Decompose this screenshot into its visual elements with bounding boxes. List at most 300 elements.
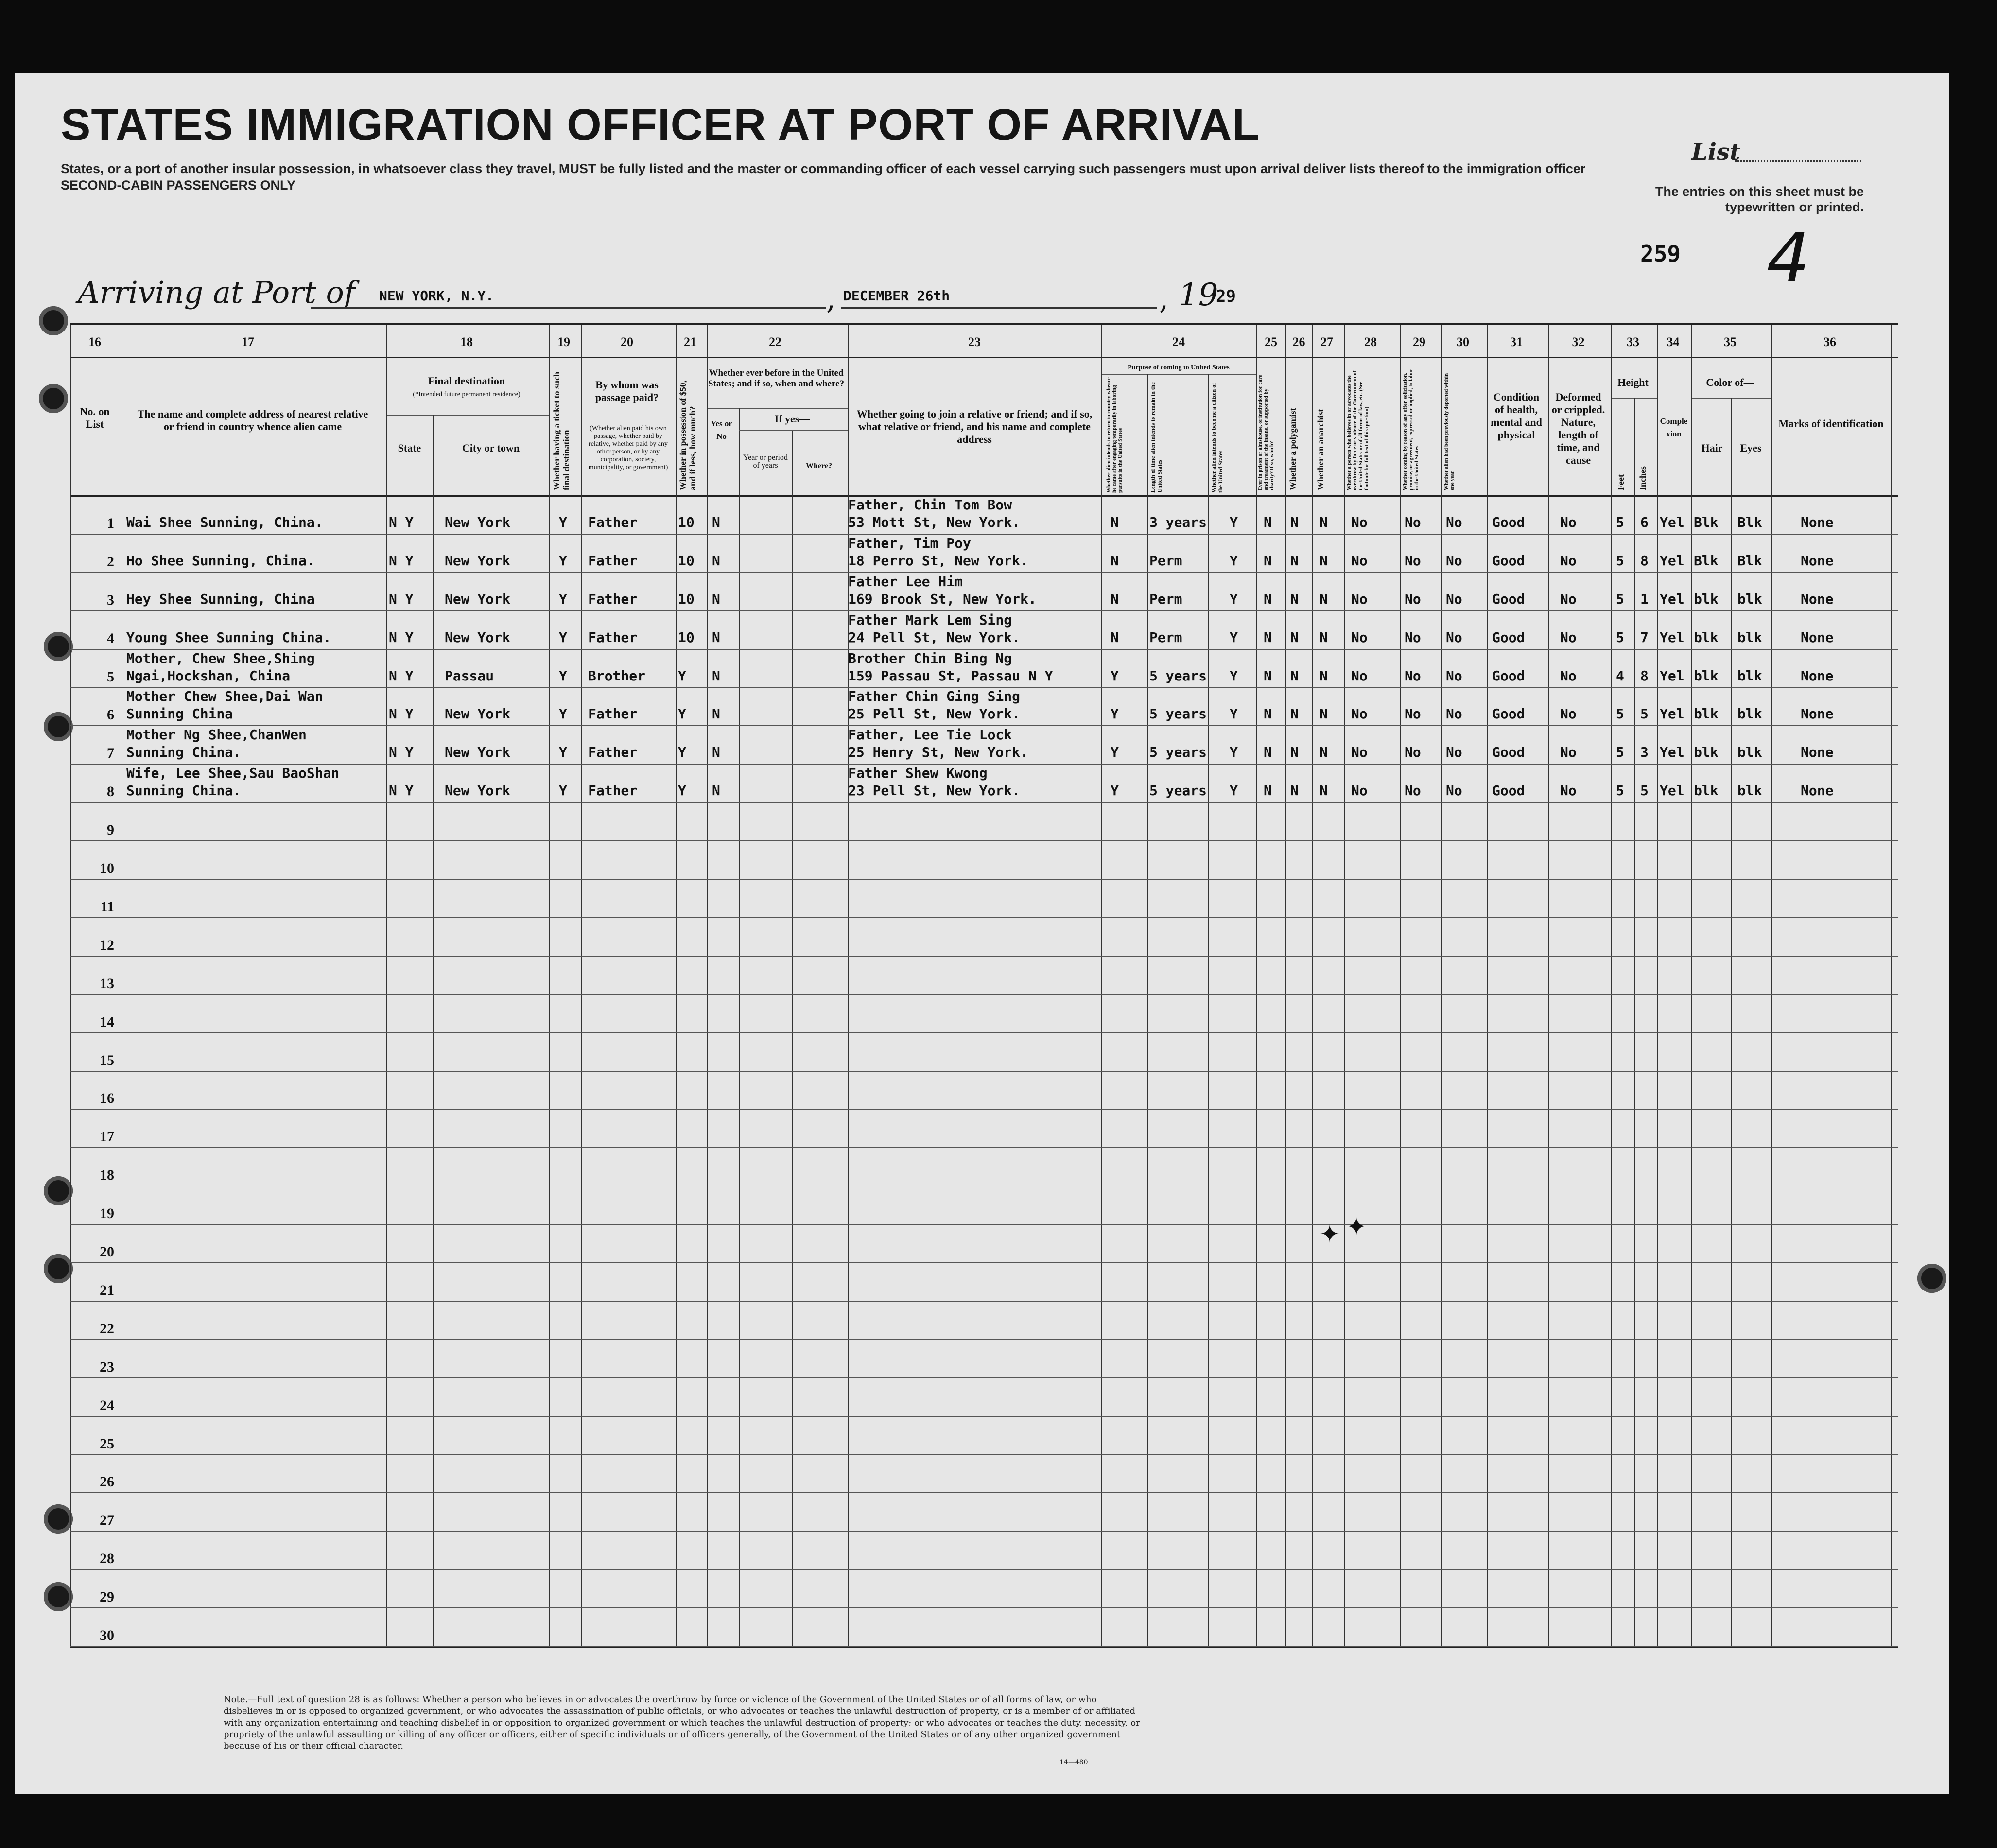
height-inches: 3 [1640,744,1649,761]
column-rule [1691,325,1692,1646]
row-number: 13 [100,975,114,992]
q30-value: No [1446,629,1462,645]
hair-color: blk [1694,783,1719,799]
row-rule [70,802,1898,803]
year-prefix: 19 [1179,277,1218,313]
nearest-relative: Ho Shee Sunning, China. [126,552,315,569]
ticket-value: Y [559,514,567,530]
eye-color: blk [1737,629,1762,645]
before-in-us: N [712,552,720,569]
header-deformed: Deformed or crippled. Nature, length of time, and cause [1551,391,1605,466]
colnum-29: 29 [1413,335,1425,349]
row-number: 4 [107,630,114,646]
purpose-citizen: Y [1230,629,1238,645]
column-rule [1771,325,1772,1646]
destination-state: N Y [389,514,414,530]
binder-hole [39,384,68,413]
ink-blot: ✦ [1346,1213,1367,1241]
money-value: 10 [678,591,695,607]
row-number: 9 [107,822,114,838]
passage-paid-by: Father [588,706,638,722]
page-number: 259 [1640,241,1681,267]
colnum-27: 27 [1320,335,1333,349]
row-number: 3 [107,592,114,608]
subtitle-instructions: States, or a port of another insular possession, in whatsoever class they travel, MUST be fully listed and the master or commanding officer of each vessel carrying such passengers must upon arrival deliver lists thereof to the immigration officer [61,161,1586,176]
q30-value: No [1446,667,1462,684]
date-underline [841,307,1157,309]
colnum-17: 17 [242,335,254,349]
colnum-32: 32 [1572,335,1585,349]
money-value: Y [678,667,686,684]
sub-rule [1147,374,1148,1646]
passage-paid-by: Father [588,514,638,530]
before-in-us: N [712,591,720,607]
handwritten-sheet-number: 4 [1767,219,1810,298]
header-complexion: Complexion [1660,417,1688,438]
header-color-of: Color of— [1706,376,1754,388]
complexion-value: Yel [1660,514,1684,530]
joining-relative: 53 Mott St, New York. [848,514,1021,530]
ticket-value: Y [559,706,567,722]
purpose-return: N [1111,552,1119,569]
nearest-relative: Mother Chew Shee,Dai Wan [126,688,323,705]
money-value: 10 [678,552,695,569]
row-rule [70,1377,1898,1378]
row-number: 12 [100,937,114,953]
q29-value: No [1405,552,1421,569]
row-number: 15 [100,1052,114,1068]
header-q29: Whether coming by reason of any offer, solicitation, promise, or agreement, expressed or implied, to labor in the United States [1402,369,1420,490]
before-in-us: N [712,667,720,684]
height-feet: 5 [1616,514,1624,530]
colnum-23: 23 [968,335,981,349]
passage-paid-by: Father [588,629,638,645]
column-rule [386,325,387,1646]
purpose-citizen: Y [1230,591,1238,607]
row-number: 22 [100,1320,114,1337]
colnum-18: 18 [460,335,473,349]
anarchist-value: N [1320,667,1328,684]
page-title: STATES IMMIGRATION OFFICER AT PORT OF ARRIVAL [61,100,1260,150]
colnum-21: 21 [684,335,696,349]
if-yes-rule [739,430,848,431]
purpose-citizen: Y [1230,514,1238,530]
q29-value: No [1405,629,1421,645]
anarchist-value: N [1320,629,1328,645]
joining-relative: 169 Brook St, New York. [848,591,1037,607]
polygamist-value: N [1290,552,1299,569]
column-rule [1657,325,1658,1646]
row-rule [70,572,1898,573]
binder-hole [39,306,68,335]
q29-value: No [1405,591,1421,607]
health-value: Good [1492,706,1525,722]
purpose-citizen: Y [1230,744,1238,761]
purpose-return: Y [1111,706,1119,722]
prison-value: N [1264,552,1272,569]
header-final-destination: Final destination [428,375,505,387]
passage-paid-by: Father [588,783,638,799]
row-number: 26 [100,1474,114,1490]
row-rule [70,1032,1898,1033]
row-rule [70,1301,1898,1302]
sub-rule [433,415,434,1646]
comma: , [826,282,836,316]
deformed-value: No [1560,591,1577,607]
before-in-us: N [712,706,720,722]
row-number: 19 [100,1205,114,1222]
nearest-relative: Mother, Chew Shee,Shing [126,650,315,666]
column-rule [1400,325,1401,1646]
q28-value: No [1351,552,1368,569]
colnum-19: 19 [557,335,570,349]
row-number: 2 [107,553,114,570]
identification-marks: None [1801,629,1834,645]
header-marks: Marks of identification [1778,418,1884,430]
deformed-value: No [1560,514,1577,530]
column-rule [1548,325,1549,1646]
header-if-yes: If yes— [774,413,810,425]
ticket-value: Y [559,667,567,684]
hair-color: Blk [1694,514,1719,530]
typewritten-note: The entries on this sheet must be typewritten or printed. [1655,184,1864,214]
polygamist-value: N [1290,783,1299,799]
anarchist-value: N [1320,744,1328,761]
ticket-value: Y [559,783,567,799]
joining-relative: Father, Lee Tie Lock [848,727,1012,743]
header-before-in-us: Whether ever before in the United States; and if so, when and where? [708,368,844,389]
purpose-citizen: Y [1230,552,1238,569]
column-rule [1285,325,1286,1646]
hair-color: Blk [1694,552,1719,569]
nearest-relative: Mother Ng Shee,ChanWen [126,727,307,743]
sub-rule [1634,398,1635,1646]
header-final-destination-note: (*Intended future permanent residence) [413,391,521,398]
destination-state: N Y [389,667,414,684]
column-rule [1312,325,1313,1646]
anarchist-value: N [1320,514,1328,530]
money-value: 10 [678,514,695,530]
column-rule [1256,325,1257,1646]
purpose-citizen: Y [1230,706,1238,722]
q29-value: No [1405,706,1421,722]
q29-value: No [1405,514,1421,530]
footnote: Note.—Full text of question 28 is as follows: Whether a person who believes in or advocates the overthrow by force or violence of the Government of the United States or of all forms of law, or who disbelieves in or is opposed to organized government, or who advocates the assassination of public officials, or who advocates or teaches the unlawful destruction of property, or is a member of or affiliated with any organization entertaining and teaching disbelief in or opposition to organized government or which teaches the unlawful destruction of property; or who advocates or teaches the duty, necessity, or propriety of the unlawful assaulting or killing of any officer or officers, either of specific individuals or of officers generally, of the Government of the United States or of any other organized government because of his or their official character. [224,1694,1140,1751]
hair-color: blk [1694,744,1719,761]
colnum-20: 20 [621,335,633,349]
nearest-relative: Sunning China. [126,783,242,799]
health-value: Good [1492,552,1525,569]
column-rule [707,325,708,1646]
polygamist-value: N [1290,514,1299,530]
ticket-value: Y [559,591,567,607]
destination-state: N Y [389,552,414,569]
header-purpose: Purpose of coming to United States [1128,364,1230,371]
row-rule [70,994,1898,995]
colnum-35: 35 [1724,335,1737,349]
colnum-26: 26 [1292,335,1305,349]
q28-value: No [1351,783,1368,799]
joining-relative: Father, Chin Tom Bow [848,496,1012,513]
sub-rule [1731,398,1732,1646]
row-rule [70,1147,1898,1148]
row-number: 27 [100,1512,114,1529]
row-rule [70,725,1898,726]
prison-value: N [1264,783,1272,799]
joining-relative: Father Chin Ging Sing [848,688,1021,705]
identification-marks: None [1801,667,1834,684]
eye-color: Blk [1737,514,1762,530]
header-purpose-return: Whether alien intends to return to country whence he came after engaging temporarily in laboring pursuits in the United States [1106,377,1123,493]
prison-value: N [1264,591,1272,607]
binder-hole [44,1582,73,1611]
prison-value: N [1264,706,1272,722]
list-label: List [1691,139,1741,166]
destination-state: N Y [389,591,414,607]
destination-state: N Y [389,706,414,722]
before-in-us: N [712,514,720,530]
column-rule [549,325,550,1646]
complexion-value: Yel [1660,706,1684,722]
destination-state: N Y [389,783,414,799]
ink-blot: ✦ [1320,1220,1340,1248]
health-value: Good [1492,667,1525,684]
height-inches: 5 [1640,706,1649,722]
column-rule [1101,325,1102,1646]
sub-rule [739,408,740,1646]
identification-marks: None [1801,552,1834,569]
before-in-us: N [712,783,720,799]
joining-relative: 25 Henry St, New York. [848,744,1028,761]
column-rule [1891,325,1892,1646]
nearest-relative: Sunning China. [126,744,242,761]
q30-value: No [1446,706,1462,722]
row-rule [70,1454,1898,1455]
subtitle-class: SECOND-CABIN PASSENGERS ONLY [61,178,296,192]
port-of-arrival: NEW YORK, N.Y. [379,288,494,304]
binder-hole [44,632,73,661]
binder-hole [44,1504,73,1534]
row-rule [70,534,1898,535]
hair-color: blk [1694,591,1719,607]
identification-marks: None [1801,744,1834,761]
row-number: 1 [107,515,114,531]
header-passage-paid-note: (Whether alien paid his own passage, whether paid by relative, whether paid by any other person, or by any corporation, society, municipality, or government) [588,425,668,471]
header-passage-paid: By whom was passage paid? [595,379,659,403]
health-value: Good [1492,629,1525,645]
nearest-relative: Hey Shee Sunning, China [126,591,315,607]
colnum-36: 36 [1823,335,1836,349]
column-rule [1611,325,1612,1646]
eye-color: blk [1737,783,1762,799]
money-value: Y [678,744,686,761]
ticket-value: Y [559,744,567,761]
column-rule [676,325,677,1646]
sub-rule [792,430,793,1646]
row-rule [70,1339,1898,1340]
row-number: 8 [107,784,114,800]
row-rule [70,1109,1898,1110]
colnum-22: 22 [769,335,781,349]
header-inches: Inches [1638,466,1648,490]
colnum-24: 24 [1172,335,1185,349]
colnum-28: 28 [1364,335,1377,349]
deformed-value: No [1560,706,1577,722]
eye-color: blk [1737,744,1762,761]
purpose-length: Perm [1149,629,1182,645]
row-rule [70,1262,1898,1263]
column-rule [1441,325,1442,1646]
q28-value: No [1351,591,1368,607]
health-value: Good [1492,783,1525,799]
purpose-return: N [1111,629,1119,645]
destination-city: New York [445,783,510,799]
deformed-value: No [1560,667,1577,684]
row-rule [70,1607,1898,1608]
row-number: 29 [100,1589,114,1605]
anarchist-value: N [1320,783,1328,799]
q30-value: No [1446,514,1462,530]
deformed-value: No [1560,783,1577,799]
column-number-rule [70,357,1898,358]
header-no-on-list: No. on List [80,405,110,430]
eye-color: blk [1737,667,1762,684]
row-number: 24 [100,1397,114,1413]
colnum-25: 25 [1265,335,1277,349]
header-where: Where? [806,462,832,470]
destination-state: N Y [389,744,414,761]
header-prison: Ever in prison or almshouse, or institution for care and treatment of the insane, or supported by charity? If so, which? [1257,375,1275,490]
complexion-value: Yel [1660,552,1684,569]
nearest-relative: Sunning China [126,706,233,722]
money-value: Y [678,783,686,799]
nearest-relative: Ngai,Hockshan, China [126,667,291,684]
height-feet: 5 [1616,783,1624,799]
comma: , [1159,282,1169,316]
destination-city: New York [445,552,510,569]
destination-city: New York [445,591,510,607]
deformed-value: No [1560,744,1577,761]
height-feet: 5 [1616,629,1624,645]
hair-color: blk [1694,667,1719,684]
row-number: 30 [100,1627,114,1643]
anarchist-value: N [1320,591,1328,607]
height-feet: 5 [1616,591,1624,607]
column-rule [1344,325,1345,1646]
height-feet: 5 [1616,744,1624,761]
header-money: Whether in possession of $50, and if less, how much? [678,380,697,490]
subtitle [61,160,1611,193]
row-rule [70,1531,1898,1532]
purpose-length: 5 years [1149,744,1207,761]
row-number: 25 [100,1435,114,1452]
binder-hole [1917,1264,1946,1293]
before-in-us-rule [707,408,848,409]
destination-city: New York [445,706,510,722]
column-rule [581,325,582,1646]
header-health: Condition of health, mental and physical [1491,391,1542,441]
binder-hole [44,1254,73,1283]
row-number: 18 [100,1167,114,1184]
row-rule [70,1071,1898,1072]
ticket-value: Y [559,629,567,645]
joining-relative: Father Shew Kwong [848,765,988,782]
arrival-date: DECEMBER 26th [843,288,950,304]
row-number: 5 [107,668,114,685]
complexion-value: Yel [1660,783,1684,799]
purpose-length: Perm [1149,591,1182,607]
colnum-33: 33 [1627,335,1639,349]
nearest-relative: Wai Shee Sunning, China. [126,514,323,530]
health-value: Good [1492,744,1525,761]
row-number: 14 [100,1013,114,1030]
colnum-16: 16 [88,335,101,349]
header-feet: Feet [1616,474,1626,490]
header-anarchist: Whether an anarchist [1316,409,1325,490]
manifest-table [70,323,1898,1648]
q28-value: No [1351,667,1368,684]
q30-value: No [1446,591,1462,607]
purpose-length: 5 years [1149,783,1207,799]
row-rule [70,764,1898,765]
q30-value: No [1446,744,1462,761]
joining-relative: Brother Chin Bing Ng [848,650,1012,666]
q28-value: No [1351,629,1368,645]
header-state: State [398,442,421,454]
polygamist-value: N [1290,667,1299,684]
sub-rule [1208,374,1209,1646]
binder-hole [44,712,73,741]
row-number: 7 [107,745,114,762]
q29-value: No [1405,667,1421,684]
identification-marks: None [1801,591,1834,607]
row-number: 11 [100,898,114,915]
identification-marks: None [1801,783,1834,799]
row-number: 28 [100,1551,114,1567]
row-number: 10 [100,860,114,876]
header-city: City or town [462,442,520,454]
height-inches: 8 [1640,552,1649,569]
complexion-value: Yel [1660,591,1684,607]
q29-value: No [1405,783,1421,799]
purpose-return: Y [1111,667,1119,684]
height-inches: 1 [1640,591,1649,607]
arriving-label: Arriving at Port of [78,275,355,310]
colnum-34: 34 [1667,335,1680,349]
purpose-length: Perm [1149,552,1182,569]
polygamist-value: N [1290,629,1299,645]
height-inches: 6 [1640,514,1649,530]
row-number: 17 [100,1129,114,1145]
purpose-return: N [1111,514,1119,530]
row-rule [70,879,1898,880]
header-ticket: Whether having a ticket to such final destination [552,371,571,490]
joining-relative: 159 Passau St, Passau N Y [848,667,1053,684]
passage-paid-by: Father [588,744,638,761]
purpose-return: Y [1111,783,1119,799]
anarchist-value: N [1320,552,1328,569]
q30-value: No [1446,783,1462,799]
height-feet: 5 [1616,552,1624,569]
destination-state: N Y [389,629,414,645]
purpose-length: 5 years [1149,667,1207,684]
year-suffix: 29 [1216,287,1236,306]
purpose-citizen: Y [1230,783,1238,799]
joining-relative: Father Mark Lem Sing [848,611,1012,628]
height-inches: 8 [1640,667,1649,684]
identification-marks: None [1801,514,1834,530]
deformed-value: No [1560,629,1577,645]
